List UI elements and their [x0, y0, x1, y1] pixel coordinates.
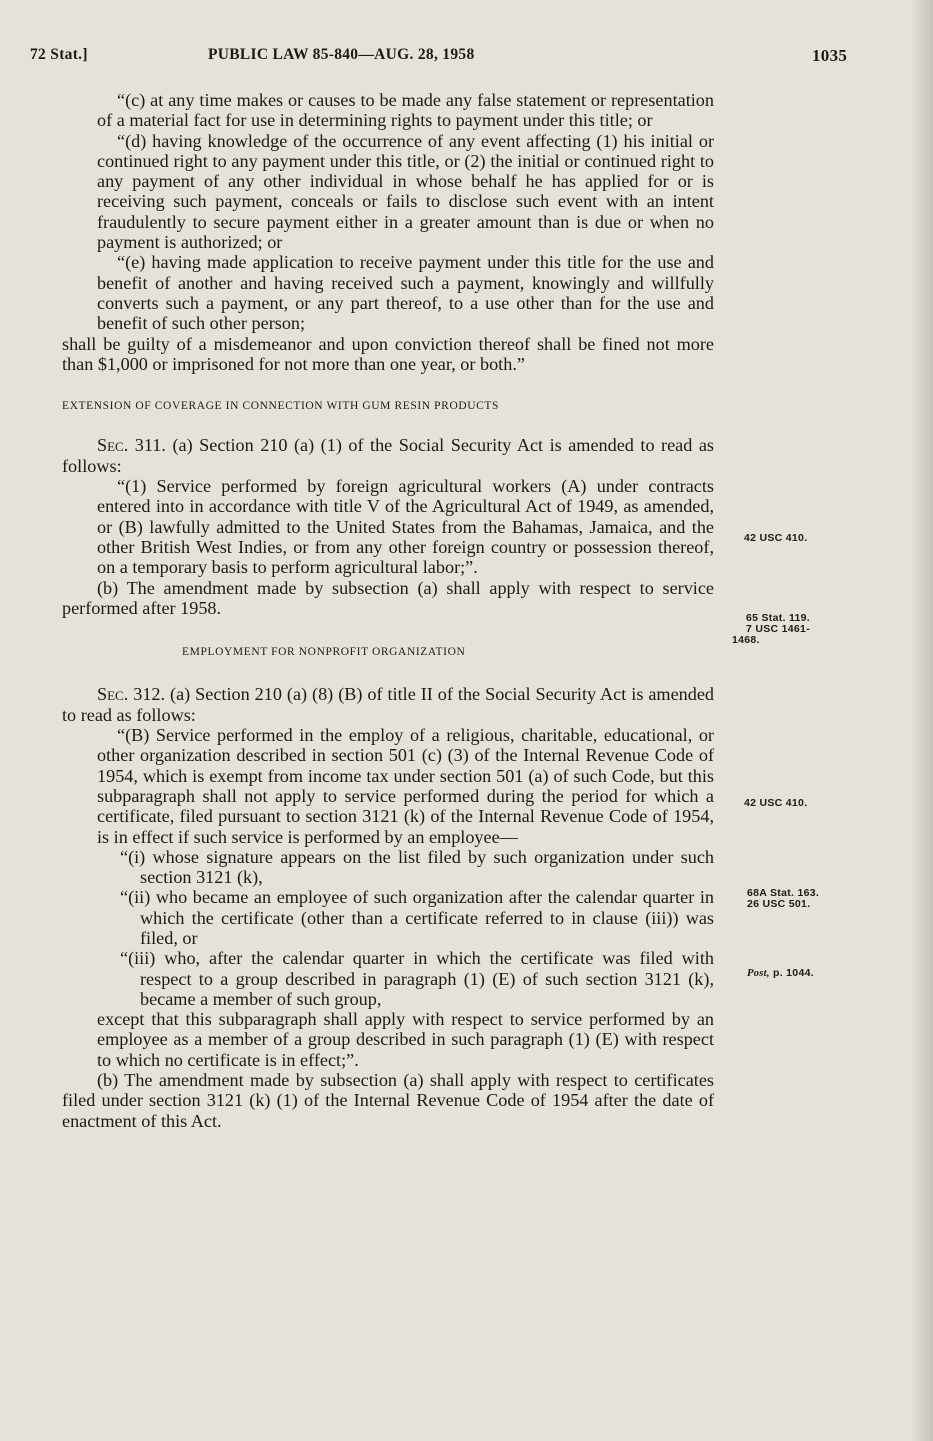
sec-label: Sec. — [97, 684, 129, 705]
section-heading-nonprofit: EMPLOYMENT FOR NONPROFIT ORGANIZATION — [182, 646, 466, 659]
page-edge-shadow — [911, 0, 933, 1441]
section-312-a — [62, 684, 714, 725]
section-311-b — [62, 578, 714, 619]
margin-note-line: 65 Stat. 119. — [746, 612, 811, 624]
margin-note-42usc410-a: 42 USC 410. — [744, 532, 808, 544]
page-number: 1035 — [812, 46, 848, 65]
section-312-quote: “(B) Service performed in the employ of a religious, charitable, educational, or other organization described in section 501 (c) (3) of the Internal Revenue Code of 1954, which is exempt from income tax under section 501 (a) of such Code, but this subparagraph shall not apply to service performed during the period for which a certificate, filed pursuant to section 3121 (k) of the Internal Revenue Code of 1954, is in effect if such service is performed by an employee— — [97, 725, 714, 847]
section-311-a — [62, 435, 714, 476]
margin-note-line: 7 USC 1461- — [746, 623, 810, 635]
clause-i: “(i) whose signature appears on the list filed by such organization under such section 3121 (k), — [120, 846, 714, 888]
paragraph-e: “(e) having made application to receive payment under this title for the use and benefit of another and having received such a payment, knowingly and willfully converts such a payment, or any part thereof, to a use other than for the use and benefit of such other person; — [97, 252, 714, 334]
paragraph-d: “(d) having knowledge of the occurrence of any event affecting (1) his initial or continued right to any payment under this title, or (2) the initial or continued right to any payment of any other individual in whose behalf he has applied for or is receiving such payment, conceals or fails to disclose such event with an intent fraudulently to secure payment either in a greater amount than is due or when no payment is authorized; or — [97, 130, 714, 253]
margin-note-42usc410-b: 42 USC 410. — [744, 797, 808, 809]
paragraph-c: “(c) at any time makes or causes to be made any false statement or representation of a material fact for use in determining rights to payment under this title; or — [97, 90, 714, 131]
margin-note-line: 68A Stat. 163. — [747, 887, 820, 899]
except-clause: except that this subparagraph shall apply with respect to service performed by an employee as a member of a group described in such paragraph (1) (E) with respect to which no certificate is in effect;”. — [97, 1009, 714, 1070]
sec-label: Sec. — [97, 435, 129, 456]
section-311-quote: “(1) Service performed by foreign agricultural workers (A) under contracts entered into in accordance with title V of the Agricultural Act of 1949, as amended, or (B) lawfully admitted to the United States from the Bahamas, Jamaica, and the other British West Indies, or from any other foreign country or possession thereof, on a temporary basis to perform agricultural labor;”. — [97, 476, 714, 578]
section-312-b-text: (b) The amendment made by subsection (a) shall apply with respect to certificates filed under section 3121 (k) (1) of the Internal Revenue Code of 1954 after the date of enactment of this Act. — [62, 1070, 714, 1131]
section-312-a-text: 312. (a) Section 210 (a) (8) (B) of title II of the Social Security Act is amended to read as follows: — [62, 684, 714, 725]
margin-note-rest: p. 1044. — [769, 967, 814, 979]
margin-note-65stat119 — [732, 612, 811, 646]
margin-note-italic: Post, — [747, 968, 770, 979]
margin-note-post-p1044 — [747, 968, 814, 979]
section-311-a-text: 311. (a) Section 210 (a) (1) of the Social Security Act is amended to read as follows: — [62, 435, 714, 476]
header-volume: 72 Stat.] — [30, 46, 88, 63]
margin-note-68astat163 — [747, 888, 819, 910]
body-text — [62, 90, 714, 1131]
section-heading-gum-resin: EXTENSION OF COVERAGE IN CONNECTION WITH GUM RESIN PRODUCTS — [62, 400, 500, 413]
clause-ii: “(ii) who became an employee of such organization after the calendar quarter in which the certificate (other than a certificate referred to in clause (iii)) was filed, or — [120, 887, 714, 948]
margin-note-line: 26 USC 501. — [747, 898, 811, 910]
closing-clause: shall be guilty of a misdemeanor and upon conviction thereof shall be fined not more than $1,000 or imprisoned for not more than one year, or both.” — [62, 333, 714, 374]
margin-note-line: 1468. — [732, 634, 760, 646]
header-title: PUBLIC LAW 85-840—AUG. 28, 1958 — [208, 46, 475, 63]
clause-iii: “(iii) who, after the calendar quarter in which the certificate was filed with respect to a group described in paragraph (1) (E) of such section 3121 (k), became a member of such group, — [120, 948, 714, 1009]
section-312-b — [62, 1070, 714, 1131]
section-311-b-text: (b) The amendment made by subsection (a) shall apply with respect to service performed after 1958. — [62, 577, 714, 618]
